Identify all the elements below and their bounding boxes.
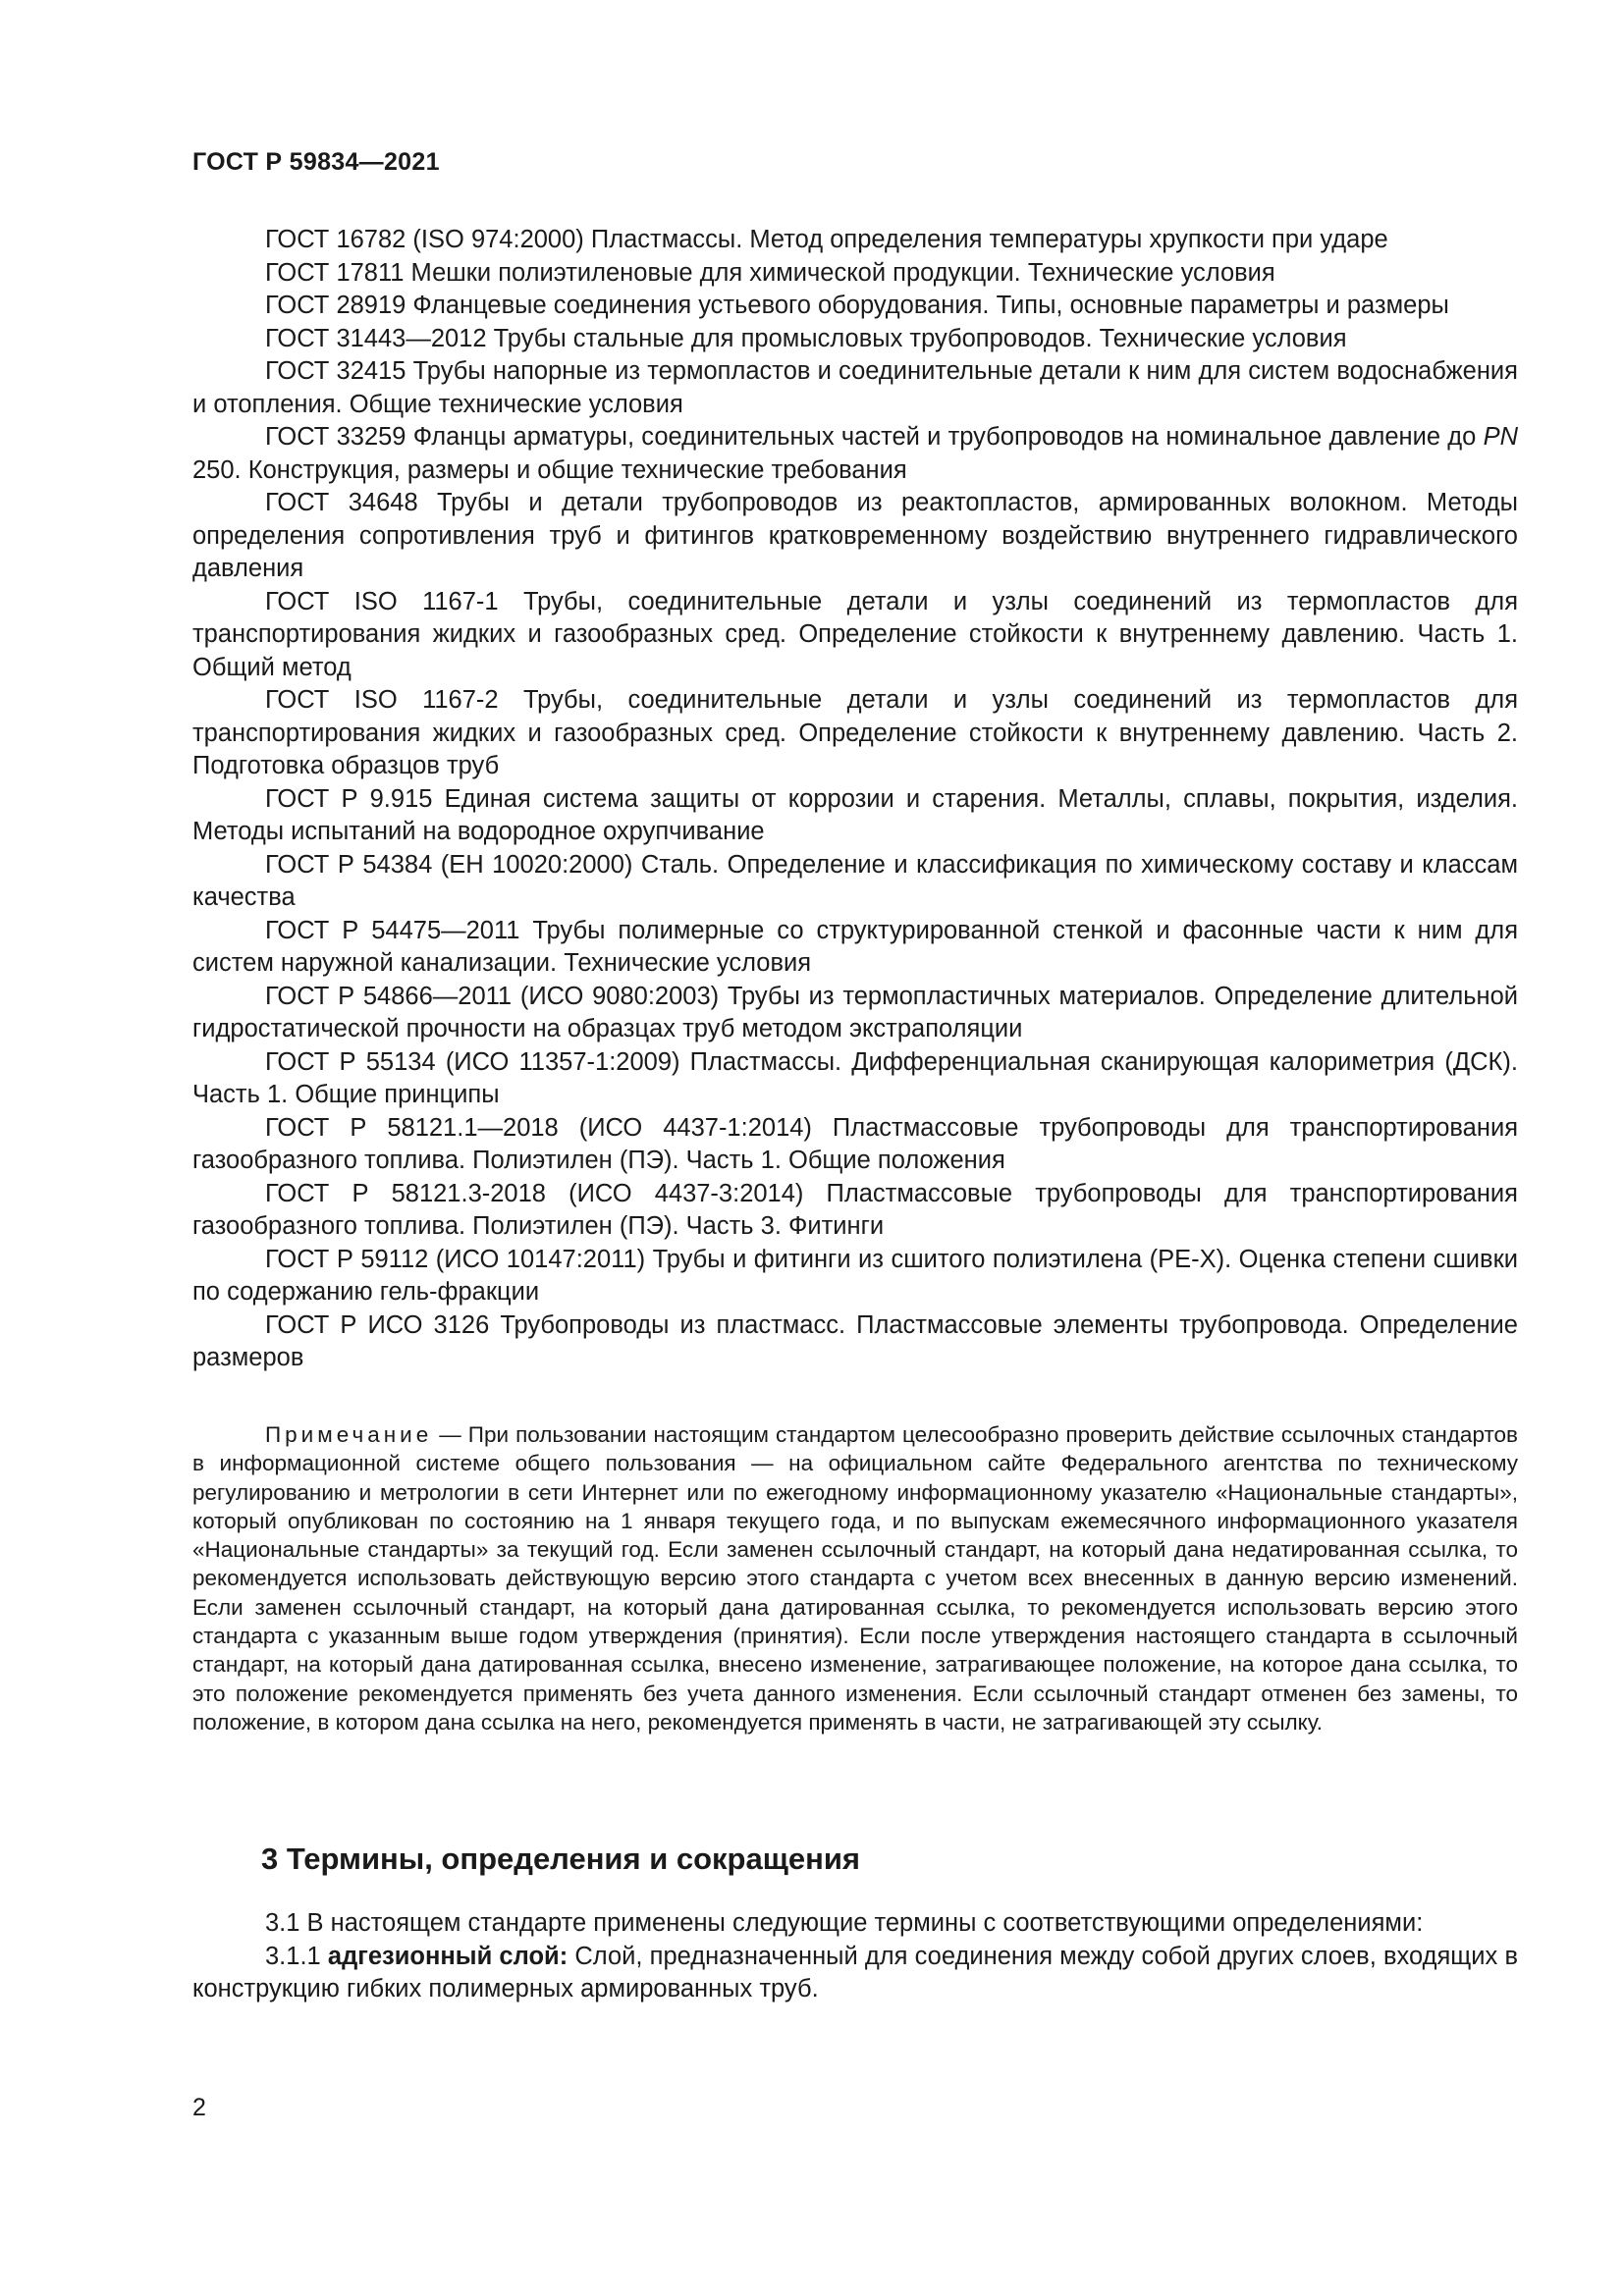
term-definition (192, 1941, 1518, 2006)
reference-item: ГОСТ 31443—2012 Трубы стальные для промысловых трубопроводов. Технические условия (265, 324, 1347, 352)
reference-text-part: 250. Конструкция, размеры и общие технические требования (192, 455, 907, 484)
section-paragraph: 3.1 В настоящем стандарте применены следующие термины с соответствующими определениями: (265, 1909, 1424, 1937)
page-number: 2 (192, 2094, 206, 2121)
page-header: ГОСТ Р 59834—2021 (192, 148, 440, 176)
reference-item: ГОСТ ISO 1167-2 Трубы, соединительные детали и узлы соединений из термопластов для транспортирования жидких и газообразных сред. Определение стойкости к внутреннему давлению. Часть 2. Подготовка образцов труб (192, 686, 1518, 779)
terms-section (192, 1907, 1518, 2006)
reference-item: ГОСТ Р 58121.3-2018 (ИСО 4437-3:2014) Пластмассовые трубопроводы для транспортирования газообразного топлива. Полиэтилен (ПЭ). Часть 3. Фитинги (192, 1179, 1518, 1240)
reference-item (192, 421, 1518, 487)
reference-text-part: ГОСТ 33259 Фланцы арматуры, соединительных частей и трубопроводов на номинальное давление до (265, 423, 1484, 451)
note-text: — При пользовании настоящим стандартом целесообразно проверить действие ссылочных стандартов в информационной системе общего пользования — на официальном сайте Федерального агентства по техническому регулированию и метрологии в сети Интернет или по ежегодному информационному указателю «Национальные стандарты», который опубликован по состоянию на 1 января текущего года, и по выпускам ежемесячного информационного указателя «Национальные стандарты» за текущий год. Если заменен ссылочный стандарт, на который дана недатированная ссылка, то рекомендуется использовать действующую версию этого стандарта с учетом всех внесенных в данную версию изменений. Если заменен ссылочный стандарт, на который дана датированная ссылка, то рекомендуется использовать версию этого стандарта с указанным выше годом утверждения (принятия). Если после утверждения настоящего стандарта в ссылочный стандарт, на который дана датированная ссылка, внесено изменение, затрагивающее положение, на которое дана ссылка, то это положение рекомендуется применять без учета данного изменения. Если ссылочный стандарт отменен без замены, то положение, в котором дана ссылка на него, рекомендуется применять в части, не затрагивающей эту ссылку. (192, 1422, 1518, 1735)
reference-item: ГОСТ Р 9.915 Единая система защиты от коррозии и старения. Металлы, сплавы, покрытия, изделия. Методы испытаний на водородное охрупчивание (192, 784, 1518, 845)
reference-item: ГОСТ 16782 (ISO 974:2000) Пластмассы. Метод определения температуры хрупкости при ударе (265, 226, 1388, 253)
reference-item: ГОСТ Р ИСО 3126 Трубопроводы из пластмасс. Пластмассовые элементы трубопровода. Определение размеров (192, 1310, 1518, 1371)
reference-italic-pn: PN (1483, 423, 1518, 451)
term-name: адгезионный слой: (327, 1942, 568, 1970)
normative-references-list (192, 224, 1518, 1375)
note-label: Примечание (265, 1422, 433, 1447)
reference-item: ГОСТ Р 54384 (ЕН 10020:2000) Сталь. Определение и классификация по химическому составу и классам качества (192, 850, 1518, 911)
reference-item: ГОСТ Р 55134 (ИСО 11357-1:2009) Пластмассы. Дифференциальная сканирующая калориметрия (ДСК). Часть 1. Общие принципы (192, 1047, 1518, 1108)
reference-item: ГОСТ 34648 Трубы и детали трубопроводов из реактопластов, армированных волокном. Методы определения сопротивления труб и фитингов кратковременному воздействию внутреннего гидравлического давления (192, 489, 1518, 582)
reference-item: ГОСТ Р 54475—2011 Трубы полимерные со структурированной стенкой и фасонные части к ним для систем наружной канализации. Технические условия (192, 916, 1518, 977)
reference-item: ГОСТ ISO 1167-1 Трубы, соединительные детали и узлы соединений из термопластов для транспортирования жидких и газообразных сред. Определение стойкости к внутреннему давлению. Часть 1. Общий метод (192, 587, 1518, 681)
reference-item: ГОСТ Р 58121.1—2018 (ИСО 4437-1:2014) Пластмассовые трубопроводы для транспортирования газообразного топлива. Полиэтилен (ПЭ). Часть 1. Общие положения (192, 1113, 1518, 1174)
term-definition-text: Слой, предназначенный для соединения между собой других слоев, входящих в конструкцию гибких полимерных армированных труб. (192, 1942, 1518, 2002)
reference-item: ГОСТ Р 59112 (ИСО 10147:2011) Трубы и фитинги из сшитого полиэтилена (PE-X). Оценка степени сшивки по содержанию гель-фракции (192, 1245, 1518, 1306)
reference-item: ГОСТ Р 54866—2011 (ИСО 9080:2003) Трубы из термопластичных материалов. Определение длительной гидростатической прочности на образцах труб методом экстраполяции (192, 982, 1518, 1042)
note-paragraph (192, 1420, 1518, 1736)
reference-item: ГОСТ 17811 Мешки полиэтиленовые для химической продукции. Технические условия (265, 258, 1275, 287)
term-number: 3.1.1 (265, 1942, 328, 1970)
section-title: 3 Термины, определения и сокращения (261, 1842, 860, 1876)
reference-item: ГОСТ 32415 Трубы напорные из термопластов и соединительные детали к ним для систем водоснабжения и отопления. Общие технические условия (192, 357, 1518, 418)
reference-item: ГОСТ 28919 Фланцевые соединения устьевого оборудования. Типы, основные параметры и размеры (265, 292, 1449, 319)
